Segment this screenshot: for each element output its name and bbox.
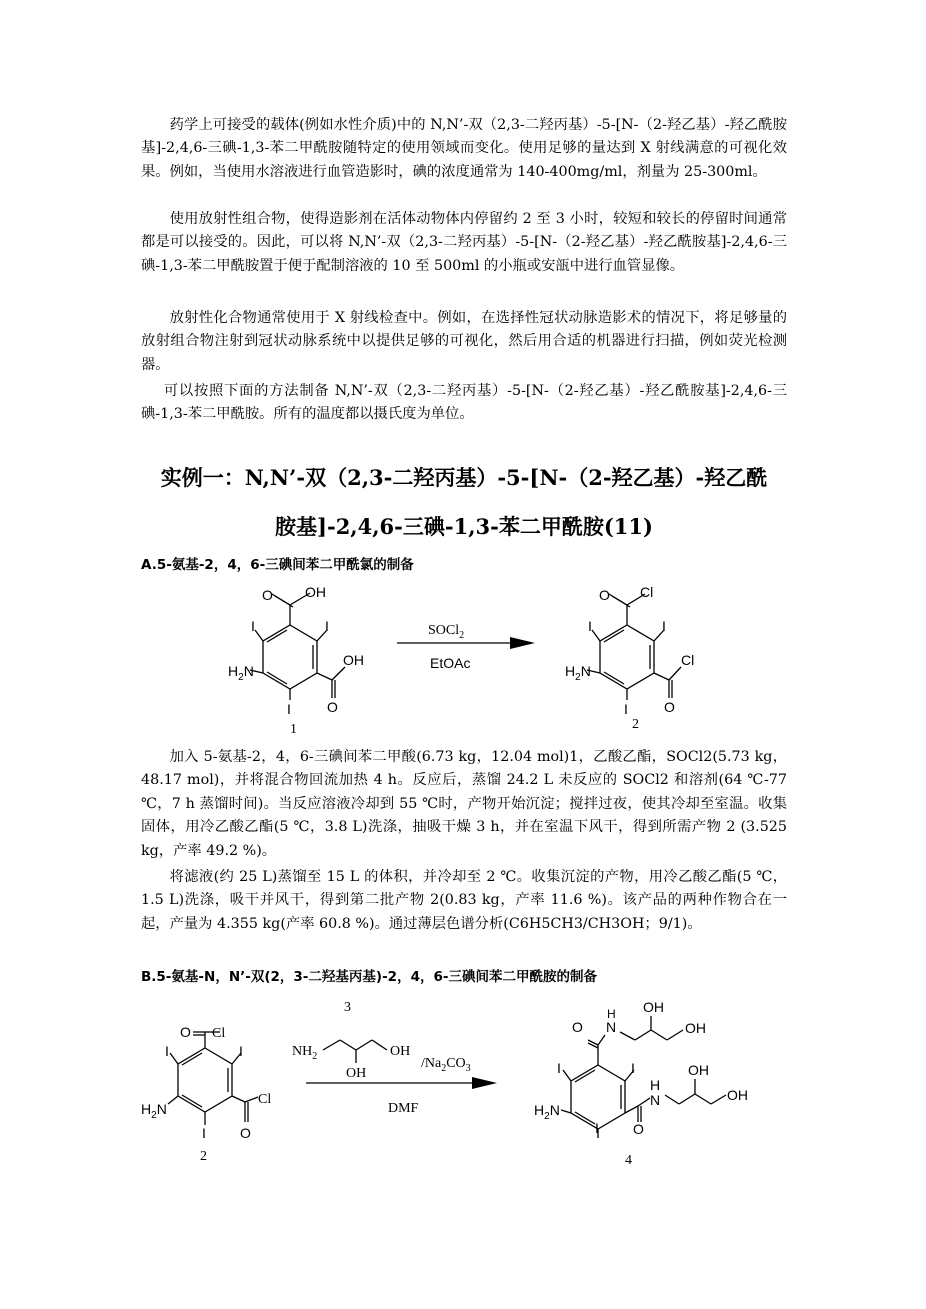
- svg-text:O: O: [664, 699, 675, 715]
- section-a-para2: 将滤液(约 25 L)蒸馏至 15 L 的体积，并冷却至 2 ℃。收集沉淀的产物，用冷乙酸乙酯(5 ℃，1.5 L)洗涤，吸干并风干，得到第二批产物 2(0.83 kg，产率 11.6 %)。该产品的两种作物合在一起，产量为 4.355 kg(产率 60.8 %)。通过薄层色谱分析(C6H5CH3/CH3OH；9/1)。: [141, 869, 787, 932]
- svg-text:OH: OH: [305, 584, 326, 600]
- svg-text:I: I: [325, 618, 329, 634]
- svg-text:N: N: [650, 1092, 661, 1108]
- svg-text:H: H: [650, 1077, 661, 1093]
- svg-text:I: I: [595, 1120, 599, 1136]
- svg-text:O: O: [572, 1019, 583, 1035]
- svg-text:H2N: $H_2N$: [228, 663, 254, 683]
- compound-2b-label: 2: [200, 1149, 207, 1164]
- svg-text:DMF: DMF: [388, 1101, 419, 1116]
- section-a-heading: A.5-氨基-2，4，6-三碘间苯二甲酰氯的制备: [141, 557, 414, 573]
- svg-text:N: N: [606, 1019, 617, 1035]
- svg-text:O: O: [633, 1121, 644, 1137]
- svg-text:O: O: [262, 587, 273, 603]
- svg-text:SOCl2: SOCl$_2$: [428, 623, 465, 641]
- svg-text:Cl: Cl: [640, 584, 654, 600]
- svg-text:I: I: [588, 618, 592, 634]
- svg-text:O: O: [327, 699, 338, 715]
- svg-text:OH: OH: [346, 1066, 367, 1081]
- svg-text:O: O: [180, 1024, 191, 1040]
- svg-text:I: I: [662, 618, 666, 634]
- section-a-para1: 加入 5-氨基-2，4，6-三碘间苯二甲酸(6.73 kg，12.04 mol)1，乙酸乙酯，SOCl2(5.73 kg，48.17 mol)，并将混合物回流加热 4 h。反应后，蒸馏 24.2 L 未反应的 SOCl2 和溶剂(64 ℃-77 ℃，7 h 蒸馏时间)。当反应溶液冷却到 55 ℃时，产物开始沉淀；搅拌过夜，使其冷却至室温。收集固体，用冷乙酸乙酯(5 ℃，3.8 L)洗涤，抽吸干燥 3 h，并在室温下风干，得到所需产物 2 (3.525 kg，产率 49.2 %)。: [141, 749, 787, 859]
- paragraph-1: 药学上可接受的载体(例如水性介质)中的 N,N’-双（2,3-二羟丙基）-5-[N-（2-羟乙基）-羟乙酰胺基]-2,4,6-三碘-1,3-苯二甲酰胺随特定的使用领域而变化。使用足够的量达到 X 射线满意的可视化效果。例如，当使用水溶液进行血管造影时，碘的浓度通常为 140-400mg/ml，剂量为 25-300ml。: [141, 117, 787, 180]
- svg-text:OH: OH: [390, 1044, 411, 1059]
- svg-text:OH: OH: [685, 1020, 706, 1036]
- svg-text:EtOAc: EtOAc: [430, 655, 471, 671]
- svg-text:I: I: [251, 618, 255, 634]
- svg-text:I: I: [165, 1043, 169, 1059]
- svg-text:I: I: [287, 701, 291, 717]
- compound-1-label: 1: [290, 722, 297, 737]
- svg-text:Cl: Cl: [258, 1092, 272, 1107]
- svg-text:O: O: [240, 1125, 251, 1141]
- reaction-scheme-b: [0, 990, 926, 1170]
- paragraph-4: 可以按照下面的方法制备 N,N’-双（2,3-二羟丙基）-5-[N-（2-羟乙基）-羟乙酰胺基]-2,4,6-三碘-1,3-苯二甲酰胺。所有的温度都以摄氏度为单位。: [141, 383, 787, 423]
- reaction-scheme-a: [0, 570, 926, 740]
- svg-text:OH: OH: [727, 1087, 748, 1103]
- svg-text:Cl: Cl: [681, 652, 695, 668]
- paragraph-2: 使用放射性组合物，使得造影剂在活体动物体内停留约 2 至 3 小时，较短和较长的停留时间通常都是可以接受的。因此，可以将 N,N’-双（2,3-二羟丙基）-5-[N-（2-羟乙基）-羟乙酰胺基]-2,4,6-三碘-1,3-苯二甲酰胺置于便于配制溶液的 10 至 500ml 的小瓶或安瓿中进行血管显像。: [141, 211, 787, 274]
- paragraph-3: 放射性化合物通常使用于 X 射线检查中。例如，在选择性冠状动脉造影术的情况下，将足够量的放射组合物注射到冠状动脉系统中以提供足够的可视化，然后用合适的机器进行扫描，例如荧光检测器。: [141, 310, 787, 373]
- svg-text:H2N: $H_2N$: [534, 1102, 560, 1122]
- svg-text:NH2: $NH_2$: [292, 1044, 318, 1062]
- svg-text:Cl: Cl: [212, 1026, 226, 1041]
- svg-text:I: I: [239, 1043, 243, 1059]
- compound-2-label: 2: [632, 717, 639, 732]
- svg-text:OH: OH: [688, 1062, 709, 1078]
- example-title-line1: 实例一：N,N’-双（2,3-二羟丙基）-5-[N-（2-羟乙基）-羟乙酰: [160, 465, 768, 490]
- svg-text:H2N: $H_2N$: [141, 1101, 167, 1121]
- svg-text:O: O: [599, 587, 610, 603]
- compound-4-label: 4: [625, 1153, 632, 1168]
- example-title-line2: 胺基]-2,4,6-三碘-1,3-苯二甲酰胺(11): [275, 514, 653, 539]
- svg-text:H: H: [607, 1007, 616, 1021]
- svg-text:I: I: [624, 701, 628, 717]
- section-b-heading: B.5-氨基-N，N’-双(2，3-二羟基丙基)-2，4，6-三碘间苯二甲酰胺的制备: [141, 969, 597, 985]
- compound-3-label: 3: [344, 1000, 351, 1015]
- svg-text:OH: OH: [643, 999, 664, 1015]
- svg-text:I: I: [557, 1060, 561, 1076]
- svg-text:OH: OH: [343, 652, 364, 668]
- svg-text:/Na2CO3: $/Na_2CO_3$: [421, 1056, 471, 1074]
- svg-text:H2N: $H_2N$: [565, 663, 591, 683]
- svg-text:I: I: [202, 1125, 206, 1141]
- svg-text:I: I: [631, 1060, 635, 1076]
